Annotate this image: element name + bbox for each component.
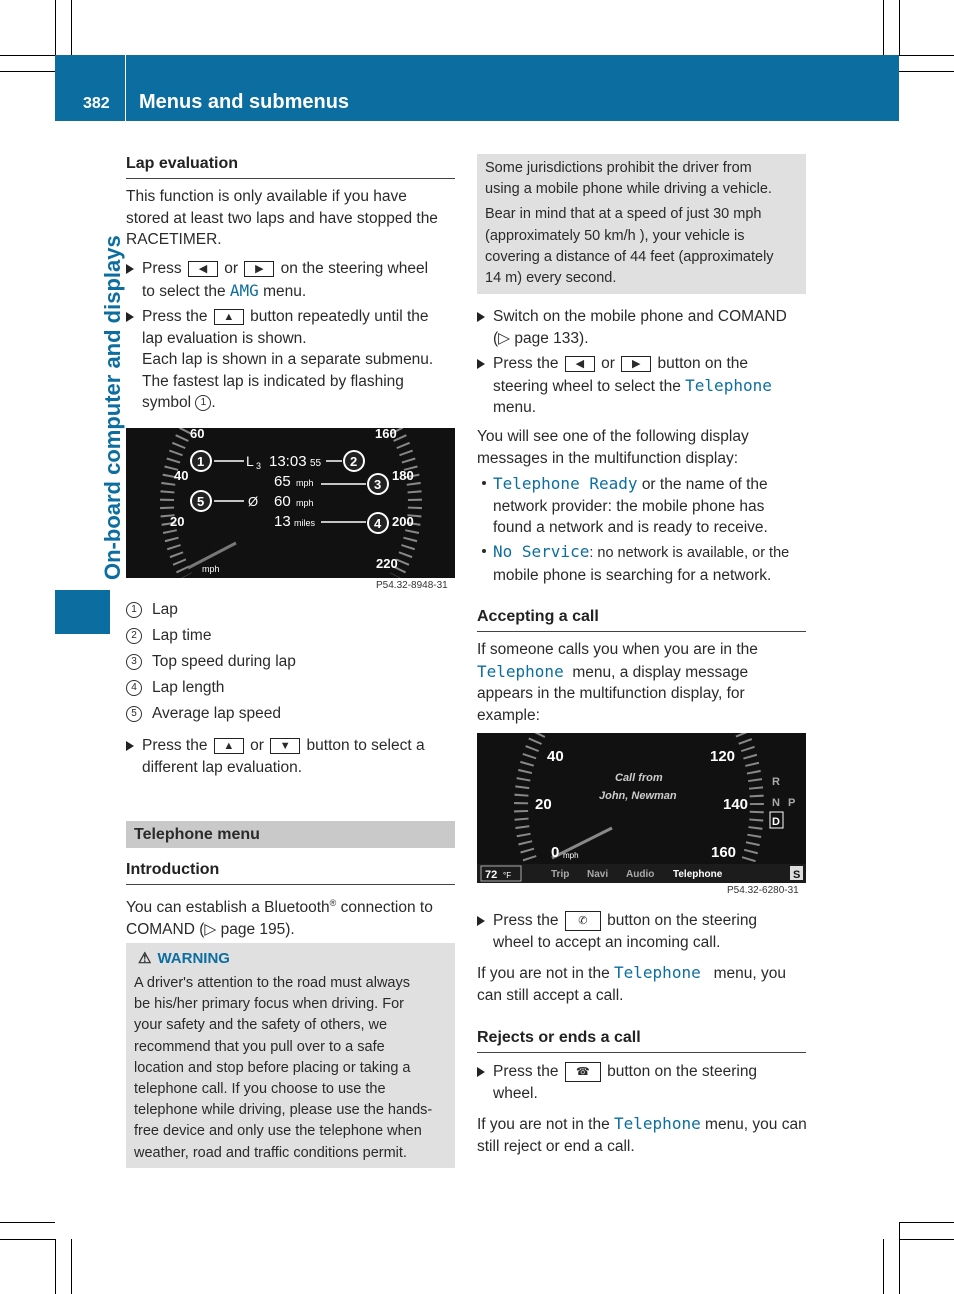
crop-mark [71,0,72,55]
accept-text: If someone calls you when you are in the [477,641,758,658]
lap-length-unit: miles [294,518,316,528]
dial-label-60: 60 [190,428,205,441]
page-header [55,55,899,121]
incoming-call-svg [477,733,806,883]
menu-code-amg: AMG [229,280,259,300]
crop-mark [55,0,56,55]
accepting-call-heading-text: Accepting a call [477,608,599,625]
step-arrow-icon [126,312,134,322]
bullet-icon [482,549,486,553]
dial-label-20: 20 [535,796,552,813]
top-speed-value: 65 [274,473,291,490]
introduction-text [126,893,461,940]
step-text: on the steering wheel [280,260,429,277]
page-title: Menus and submenus [139,91,350,113]
figure-caption: P54.32-6280-31 [727,885,799,896]
callout-1: 1 [197,454,205,469]
step-arrow-icon [126,741,134,751]
intro-text: connection to [340,899,433,917]
crop-mark [0,1222,55,1223]
reject-call-heading-text: Rejects or ends a call [477,1029,641,1046]
gear-n: N [772,797,780,809]
legend-text: Lap [152,601,178,618]
step-arrow-icon [477,916,485,926]
legend-item [126,705,281,723]
note-line: using a mobile phone while driving a vehicle. [485,181,772,198]
step-text: (▷ page 133). [493,329,589,347]
incoming-call-figure [477,733,806,883]
s-indicator: S [793,869,801,881]
bullet-telephone-ready [493,473,813,539]
step-text: Switch on the mobile phone and COMAND [493,308,787,325]
left-arrow-button-icon: ◀ [565,356,595,372]
warning-line: telephone call. If you choose to use the [134,1081,386,1098]
dial-unit: mph [563,851,579,860]
side-tab [55,590,110,634]
warning-line: telephone while driving, please use the hands- [134,1102,433,1119]
end-not-in-menu [477,1113,812,1157]
gear-d: D [772,816,780,828]
note-line: Bear in mind that at a speed of just 30 mph [485,206,762,223]
lap-label: L [246,453,254,469]
note-box [477,154,806,294]
legend-text: Lap length [152,679,225,696]
average-speed-value: 60 [274,493,291,510]
crop-mark [899,1239,954,1240]
legend-item [126,679,224,697]
up-button-icon: ▲ [214,309,244,325]
step-text: menu. [493,399,537,416]
step-arrow-icon [477,312,485,322]
step-text: or [601,355,615,372]
menu-code-telephone: Telephone [477,661,564,681]
page-number: 382 [83,95,110,112]
warning-line: your safety and the safety of others, we [134,1017,388,1034]
dial-label-220: 220 [376,556,398,571]
callout-5: 5 [197,494,205,509]
warning-line: be his/her primary focus when driving. For [134,996,404,1013]
warning-triangle-icon: ⚠ [138,950,152,967]
reject-call-heading [477,1029,806,1053]
bullet-text: mobile phone is searching for a network. [493,566,772,584]
header-divider [125,55,126,121]
crop-mark [899,0,900,55]
step-arrow-icon [477,359,485,369]
dial-label-160: 160 [711,844,737,861]
top-speed-unit: mph [296,478,314,488]
display-intro [477,426,812,469]
intro-line: RACETIMER. [126,231,222,248]
step-text: button on the steering [607,912,758,929]
legend-text: Top speed during lap [152,653,296,670]
step-arrow-icon [477,1067,485,1077]
dial-label-200: 200 [392,514,414,529]
step-end-call [477,1061,828,1104]
lap-eval-intro [126,186,461,251]
accepting-call-heading [477,608,806,632]
step-accept-call [477,910,828,953]
lap-time-fraction: 55 [310,458,322,469]
warning-line: location and stop before placing or taking a [134,1059,411,1076]
warning-line: free device and only use the telephone when [134,1123,422,1140]
legend-item [126,653,296,671]
step-text: lap evaluation is shown. [142,329,307,347]
left-arrow-button-icon: ◀ [188,261,218,277]
accept-not-in-menu [477,962,812,1006]
warning-box [126,943,455,1168]
average-speed-unit: mph [296,498,314,508]
step-text: or [250,737,264,754]
gear-r: R [772,776,780,788]
intro-text: COMAND (▷ page 195). [126,920,295,938]
crop-mark [883,1239,884,1294]
step-text: steering wheel to select the [493,377,681,395]
accept-text: appears in the multifunction display, for [477,685,745,702]
callout-4: 4 [374,516,382,531]
note-line: 14 m) every second. [485,270,617,287]
legend-item [126,627,211,645]
right-arrow-button-icon: ▶ [244,261,274,277]
bullet-text: or the name of the [641,476,768,493]
right-arrow-button-icon: ▶ [621,356,651,372]
crop-mark [899,55,954,56]
note-line: (approximately 50 km/h ), your vehicle is [485,227,745,244]
note-line: Some jurisdictions prohibit the driver from [485,160,752,176]
display-intro-line: You will see one of the following display [477,428,749,445]
step-text: menu. [263,282,307,300]
crop-mark [899,1222,954,1223]
dial-label-40: 40 [174,468,189,483]
step-select-telephone [477,353,828,419]
lap-evaluation-heading-text: Lap evaluation [126,155,239,172]
menu-navi: Navi [587,869,609,880]
menu-trip: Trip [551,869,570,880]
step-text: button on the steering [607,1063,758,1080]
lap-number: 3 [256,461,262,471]
dial-label-0: 0 [551,844,560,861]
accepting-call-text [477,639,812,726]
callout-2: 2 [350,454,358,469]
step-text: wheel to accept an incoming call. [493,933,721,951]
crop-mark [883,0,884,55]
dial-label-20: 20 [170,514,185,529]
step-text: button to select a [306,737,425,754]
legend-item [126,601,178,619]
step-text: symbol [142,394,192,411]
up-button-icon: ▲ [214,738,244,754]
crop-mark [0,1239,55,1240]
warning-line: weather, road and traffic conditions permit. [134,1144,407,1161]
phone-end-button-icon: ☎ [565,1062,601,1082]
accept-text: menu, a display message [572,663,749,681]
figure-caption: P54.32-8948-31 [376,580,448,591]
introduction-heading-text: Introduction [126,861,220,878]
menu-code-telephone: Telephone [614,963,701,982]
crop-mark [899,1222,900,1294]
step-text: button on the [657,355,749,372]
legend-text: Average lap speed [152,705,281,722]
legend-number: 2 [126,628,142,644]
legend-number: 5 [126,706,142,722]
caller-name: John, Newman [599,790,677,802]
warning-line: recommend that you pull over to a safe [134,1038,385,1055]
bullet-text: found a network and is ready to receive. [493,519,768,536]
menu-audio: Audio [626,869,655,880]
end-text: If you are not in the [477,1116,610,1133]
accept-text: can still accept a call. [477,986,624,1004]
step-text: Press [142,260,182,277]
dial-label-40: 40 [547,748,564,765]
intro-text: You can establish a Bluetooth [126,899,330,917]
legend-number: 1 [126,602,142,618]
intro-line: This function is only available if you have [126,188,407,205]
step-switch-on [477,306,828,349]
end-text: still reject or end a call. [477,1137,635,1155]
step-show-lap-eval: Press the ▲ button repeatedly until the lap evaluation is shown. Each lap is shown in a separate submenu. The fastest lap is indicated by flashing symbol 1 . [126,306,477,414]
step-arrow-icon [126,264,134,274]
outside-temp: 72 [485,869,498,881]
step-text: Press the [493,1063,559,1080]
message-no-service: No Service [493,542,590,561]
step-select-amg [126,258,477,302]
accept-text: menu, you [713,965,787,982]
display-intro-line: messages in the multifunction display: [477,449,739,467]
lap-display-figure [126,428,455,578]
callout-1-icon: 1 [195,395,211,411]
legend-number: 4 [126,680,142,696]
step-text: or [224,260,239,277]
temp-unit: °F [503,871,512,880]
accept-text: example: [477,706,540,724]
legend-text: Lap time [152,627,212,644]
dial-label-140: 140 [723,796,749,813]
crop-mark [0,55,55,56]
step-text: different lap evaluation. [142,758,302,776]
callout-3: 3 [374,477,382,492]
crop-mark [899,71,954,72]
down-button-icon: ▼ [270,738,300,754]
bullet-no-service [493,541,813,586]
step-text: Press the [142,737,208,754]
dial-unit: mph [202,564,220,574]
step-text: Press the [493,912,559,929]
menu-code-telephone: Telephone [685,375,772,395]
menu-telephone: Telephone [673,869,723,880]
bullet-text: : no network is available, or the [589,545,790,561]
lap-evaluation-heading [126,155,455,179]
registered-mark: ® [329,898,337,908]
legend-number: 3 [126,654,142,670]
phone-accept-button-icon: ✆ [565,911,601,931]
call-from-label: Call from [615,772,663,784]
bullet-icon [482,481,486,485]
menu-code-telephone: Telephone [614,1114,701,1133]
lap-length-value: 13 [274,513,291,530]
lap-time: 13:03 [269,453,307,470]
gear-p: P [788,797,796,809]
step-text: button repeatedly until the [250,308,429,325]
step-text: Press the [142,308,208,325]
accept-text: If you are not in the [477,965,610,982]
chapter-label: On-board computer and displays [100,235,125,580]
crop-mark [71,1239,72,1294]
note-line: covering a distance of 44 feet (approximately [485,248,774,265]
warning-line: A driver's attention to the road must always [134,975,410,991]
intro-line: stored at least two laps and have stopped the [126,209,438,227]
message-telephone-ready: Telephone Ready [493,474,638,493]
telephone-menu-band: Telephone menu [126,821,455,848]
lap-display-svg [126,428,455,578]
crop-mark [55,1239,56,1294]
warning-title: WARNING [157,950,230,967]
dial-label-120: 120 [710,748,736,765]
crop-mark [0,71,55,72]
step-text: to select the [142,282,226,300]
dial-label-180: 180 [392,468,414,483]
step-text: The fastest lap is indicated by flashing [142,372,404,390]
average-symbol: Ø [248,494,259,509]
step-text: Press the [493,355,559,372]
dial-label-160: 160 [375,428,397,441]
step-select-lap [126,735,477,778]
introduction-heading [126,861,455,885]
end-text: menu, you can [705,1116,807,1133]
step-text: wheel. [493,1084,538,1102]
bullet-text: network provider: the mobile phone has [493,497,765,515]
step-text: Each lap is shown in a separate submenu. [142,351,434,368]
